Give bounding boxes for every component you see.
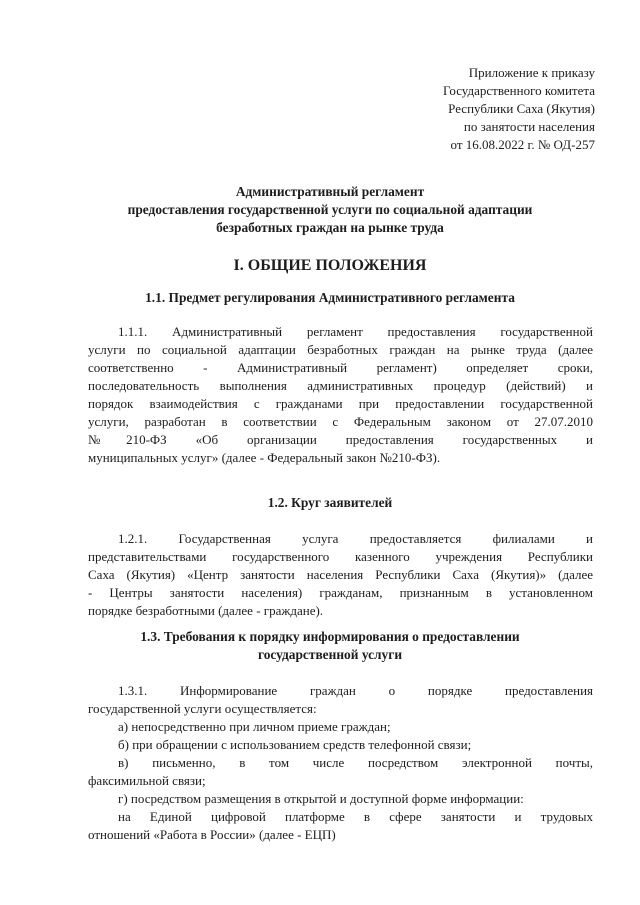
list-item-b: б) при обращении с использованием средств телефонной связи; [118, 737, 472, 752]
subsection-1-2-heading [60, 494, 600, 512]
paragraph-line: - Центры занятости населения) гражданам, признанным в установленном [88, 585, 593, 600]
paragraph-line: государственной услуги осуществляется: [88, 701, 317, 716]
subsection-heading-line: государственной услуги [257, 647, 403, 662]
list-item-a: а) непосредственно при личном приеме граждан; [118, 719, 391, 734]
subsection-1-3-heading [60, 628, 600, 664]
appendix-line: по занятости населения [463, 119, 595, 134]
subsection-heading-line: 1.2. Круг заявителей [267, 495, 393, 510]
paragraph-line: Саха (Якутия) «Центр занятости населения Республики Саха (Якутия)» (далее [88, 567, 593, 582]
list-item-c-continued: факсимильной связи; [88, 773, 206, 788]
paragraph-1-1-1 [88, 323, 593, 467]
paragraph-line: муниципальных услуг» (далее - Федеральный закон №210-ФЗ). [88, 450, 441, 465]
appendix-line: Приложение к приказу [468, 65, 595, 80]
subsection-heading-line: 1.1. Предмет регулирования Административного регламента [145, 290, 515, 305]
paragraph-line: порядок взаимодействия с гражданами при предоставлении государственной [88, 396, 593, 411]
subsection-heading-line: 1.3. Требования к порядку информирования о предоставлении [140, 629, 520, 644]
paragraph-line: 1.2.1. Государственная услуга предоставляется филиалами и [118, 531, 593, 546]
appendix-line: от 16.08.2022 г. № ОД-257 [450, 137, 595, 152]
paragraph-line: последовательность выполнения административных процедур (действий) и [88, 378, 593, 393]
title-line: предоставления государственной услуги по социальной адаптации [127, 202, 533, 217]
title-line: Административный регламент [235, 184, 425, 199]
paragraph-line: соответственно - Административный регламент) определяет сроки, [88, 360, 593, 375]
subsection-1-1-heading [60, 289, 600, 307]
appendix-note [345, 64, 595, 154]
paragraph-line: услуги, разработан в соответствии с Федеральным законом от 27.07.2010 [88, 414, 593, 429]
paragraph-line: представительствами государственного казенного учреждения Республики [88, 549, 593, 564]
paragraph-1-3-1 [88, 682, 593, 844]
paragraph-line: порядке безработными (далее - граждане). [88, 603, 324, 618]
paragraph-line: №210-ФЗ «Об организации предоставления государственных и [88, 432, 593, 447]
list-subitem-continued: отношений «Работа в России» (далее - ЕЦП) [88, 827, 336, 842]
list-item-d: г) посредством размещения в открытой и доступной форме информации: [118, 791, 524, 806]
title-line: безработных граждан на рынке труда [216, 220, 444, 235]
paragraph-line: услуги по социальной адаптации безработных граждан на рынке труда (далее [88, 342, 593, 357]
appendix-line: Государственного комитета [443, 83, 595, 98]
paragraph-1-2-1 [88, 530, 593, 620]
paragraph-line: 1.1.1. Административный регламент предоставления государственной [118, 324, 593, 339]
document-title [60, 183, 600, 237]
appendix-line: Республики Саха (Якутия) [448, 101, 595, 116]
paragraph-line: 1.3.1. Информирование граждан о порядке предоставления [118, 683, 593, 698]
list-item-c: в) письменно, в том числе посредством электронной почты, [118, 755, 593, 770]
section-heading: I. ОБЩИЕ ПОЛОЖЕНИЯ [233, 257, 427, 274]
list-subitem: на Единой цифровой платформе в сфере занятости и трудовых [118, 809, 593, 824]
